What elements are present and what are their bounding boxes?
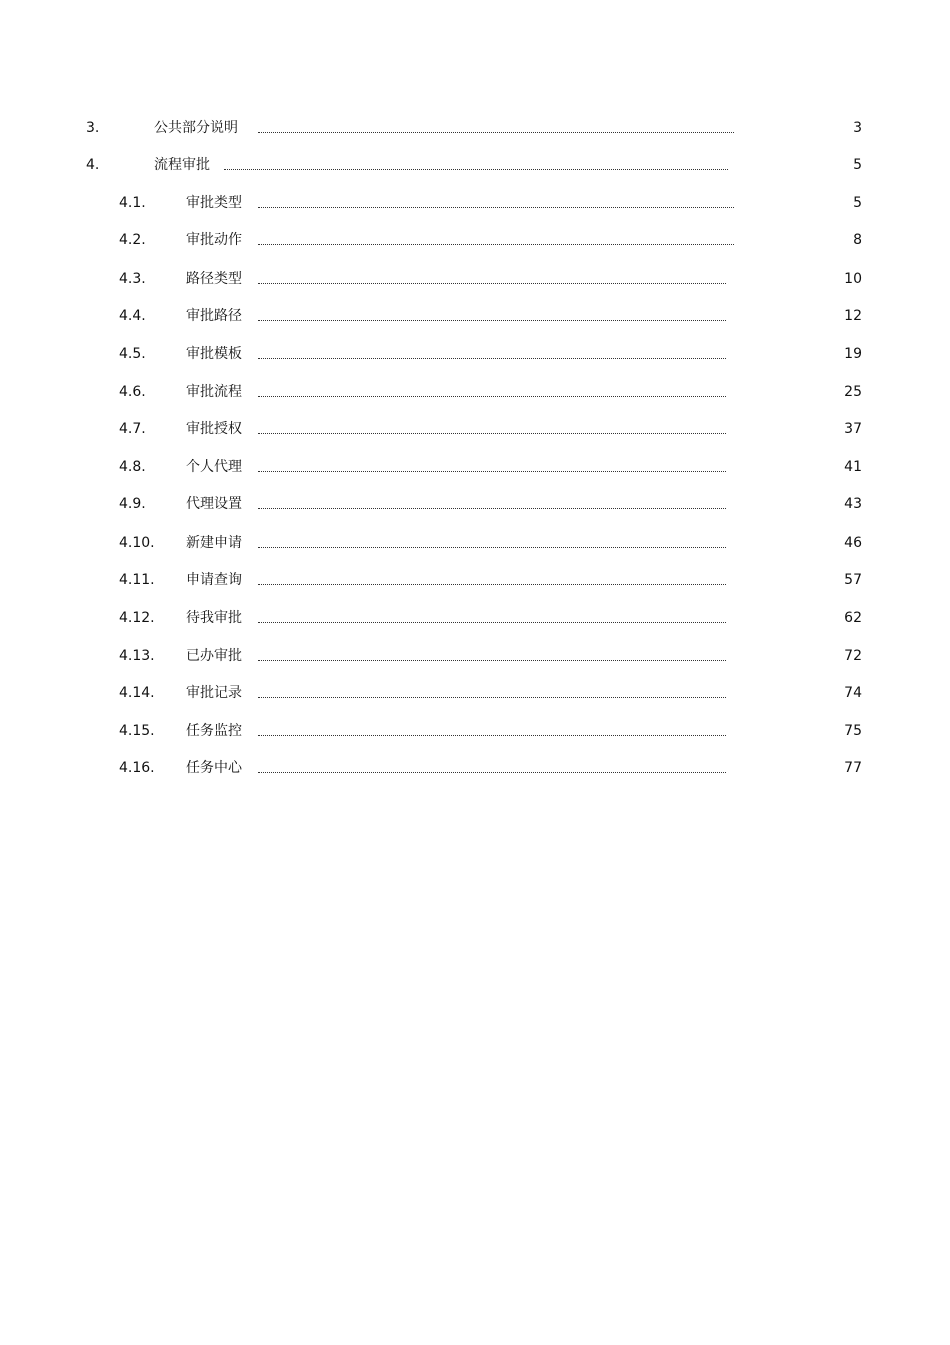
toc-entry-page: 62 bbox=[844, 610, 862, 626]
toc-dot-leader bbox=[258, 641, 726, 661]
toc-dot-leader bbox=[258, 225, 734, 245]
toc-dot-leader bbox=[258, 678, 726, 698]
toc-entry-title: 审批路径 bbox=[186, 308, 242, 324]
toc-entry[interactable] bbox=[0, 306, 950, 326]
toc-entry-page: 19 bbox=[844, 346, 862, 362]
toc-dot-leader bbox=[258, 716, 726, 736]
toc-dot-leader bbox=[258, 753, 726, 773]
toc-entry[interactable] bbox=[0, 155, 950, 175]
toc-entry-title: 审批记录 bbox=[186, 685, 242, 701]
toc-entry-number: 4.14. bbox=[119, 685, 155, 701]
toc-entry-page: 43 bbox=[844, 496, 862, 512]
toc-entry-title: 公共部分说明 bbox=[154, 120, 238, 136]
toc-entry-page: 37 bbox=[844, 421, 862, 437]
toc-entry-page: 74 bbox=[844, 685, 862, 701]
toc-entry-title: 个人代理 bbox=[186, 459, 242, 475]
toc-entry-number: 4.8. bbox=[119, 459, 146, 475]
toc-entry[interactable] bbox=[0, 570, 950, 590]
toc-entry-number: 4.6. bbox=[119, 384, 146, 400]
toc-entry-page: 72 bbox=[844, 648, 862, 664]
toc-entry[interactable] bbox=[0, 269, 950, 289]
toc-dot-leader bbox=[258, 452, 726, 472]
toc-entry-title: 路径类型 bbox=[186, 271, 242, 287]
toc-entry-title: 流程审批 bbox=[154, 157, 210, 173]
toc-entry-page: 8 bbox=[853, 232, 862, 248]
toc-entry[interactable] bbox=[0, 230, 950, 250]
toc-dot-leader bbox=[258, 377, 726, 397]
toc-entry-page: 77 bbox=[844, 760, 862, 776]
toc-entry-page: 3 bbox=[853, 120, 862, 136]
toc-entry-title: 待我审批 bbox=[186, 610, 242, 626]
toc-entry[interactable] bbox=[0, 683, 950, 703]
toc-entry-title: 审批动作 bbox=[186, 232, 242, 248]
toc-entry-title: 审批授权 bbox=[186, 421, 242, 437]
toc-entry-page: 41 bbox=[844, 459, 862, 475]
toc-entry-title: 审批模板 bbox=[186, 346, 242, 362]
toc-entry-number: 4.2. bbox=[119, 232, 146, 248]
toc-entry[interactable] bbox=[0, 646, 950, 666]
toc-dot-leader bbox=[258, 113, 734, 133]
toc-entry-title: 审批流程 bbox=[186, 384, 242, 400]
toc-entry-number: 4.3. bbox=[119, 271, 146, 287]
toc-entry-page: 75 bbox=[844, 723, 862, 739]
toc-entry-page: 46 bbox=[844, 535, 862, 551]
toc-entry-number: 4.7. bbox=[119, 421, 146, 437]
toc-entry-title: 任务中心 bbox=[186, 760, 242, 776]
toc-dot-leader bbox=[224, 150, 728, 170]
toc-dot-leader bbox=[258, 565, 726, 585]
toc-entry-page: 10 bbox=[844, 271, 862, 287]
toc-entry-title: 审批类型 bbox=[186, 195, 242, 211]
toc-dot-leader bbox=[258, 603, 726, 623]
toc-entry-number: 3. bbox=[86, 120, 100, 136]
toc-entry[interactable] bbox=[0, 457, 950, 477]
toc-entry-number: 4.1. bbox=[119, 195, 146, 211]
toc-dot-leader bbox=[258, 188, 734, 208]
toc-entry-title: 新建申请 bbox=[186, 535, 242, 551]
toc-entry-number: 4.13. bbox=[119, 648, 155, 664]
toc-entry[interactable] bbox=[0, 419, 950, 439]
toc-entry[interactable] bbox=[0, 533, 950, 553]
toc-entry-number: 4.5. bbox=[119, 346, 146, 362]
toc-entry-page: 5 bbox=[853, 195, 862, 211]
toc-entry-page: 25 bbox=[844, 384, 862, 400]
toc-entry-number: 4.9. bbox=[119, 496, 146, 512]
toc-entry-number: 4.11. bbox=[119, 572, 155, 588]
toc-dot-leader bbox=[258, 414, 726, 434]
toc-entry-number: 4.15. bbox=[119, 723, 155, 739]
toc-entry-page: 5 bbox=[853, 157, 862, 173]
toc-entry[interactable] bbox=[0, 382, 950, 402]
toc-dot-leader bbox=[258, 301, 726, 321]
toc-entry-page: 57 bbox=[844, 572, 862, 588]
toc-entry-number: 4.4. bbox=[119, 308, 146, 324]
toc-entry-number: 4. bbox=[86, 157, 100, 173]
toc-entry[interactable] bbox=[0, 608, 950, 628]
toc-dot-leader bbox=[258, 264, 726, 284]
toc-dot-leader bbox=[258, 339, 726, 359]
toc-entry[interactable] bbox=[0, 721, 950, 741]
toc-entry[interactable] bbox=[0, 344, 950, 364]
toc-entry-number: 4.10. bbox=[119, 535, 155, 551]
toc-entry-title: 已办审批 bbox=[186, 648, 242, 664]
toc-entry-title: 任务监控 bbox=[186, 723, 242, 739]
toc-entry-title: 申请查询 bbox=[186, 572, 242, 588]
toc-entry[interactable] bbox=[0, 494, 950, 514]
toc-entry-number: 4.16. bbox=[119, 760, 155, 776]
toc-entry[interactable] bbox=[0, 758, 950, 778]
toc-entry[interactable] bbox=[0, 118, 950, 138]
toc-entry[interactable] bbox=[0, 193, 950, 213]
toc-dot-leader bbox=[258, 489, 726, 509]
toc-entry-page: 12 bbox=[844, 308, 862, 324]
toc-entry-number: 4.12. bbox=[119, 610, 155, 626]
toc-dot-leader bbox=[258, 528, 726, 548]
toc-entry-title: 代理设置 bbox=[186, 496, 242, 512]
